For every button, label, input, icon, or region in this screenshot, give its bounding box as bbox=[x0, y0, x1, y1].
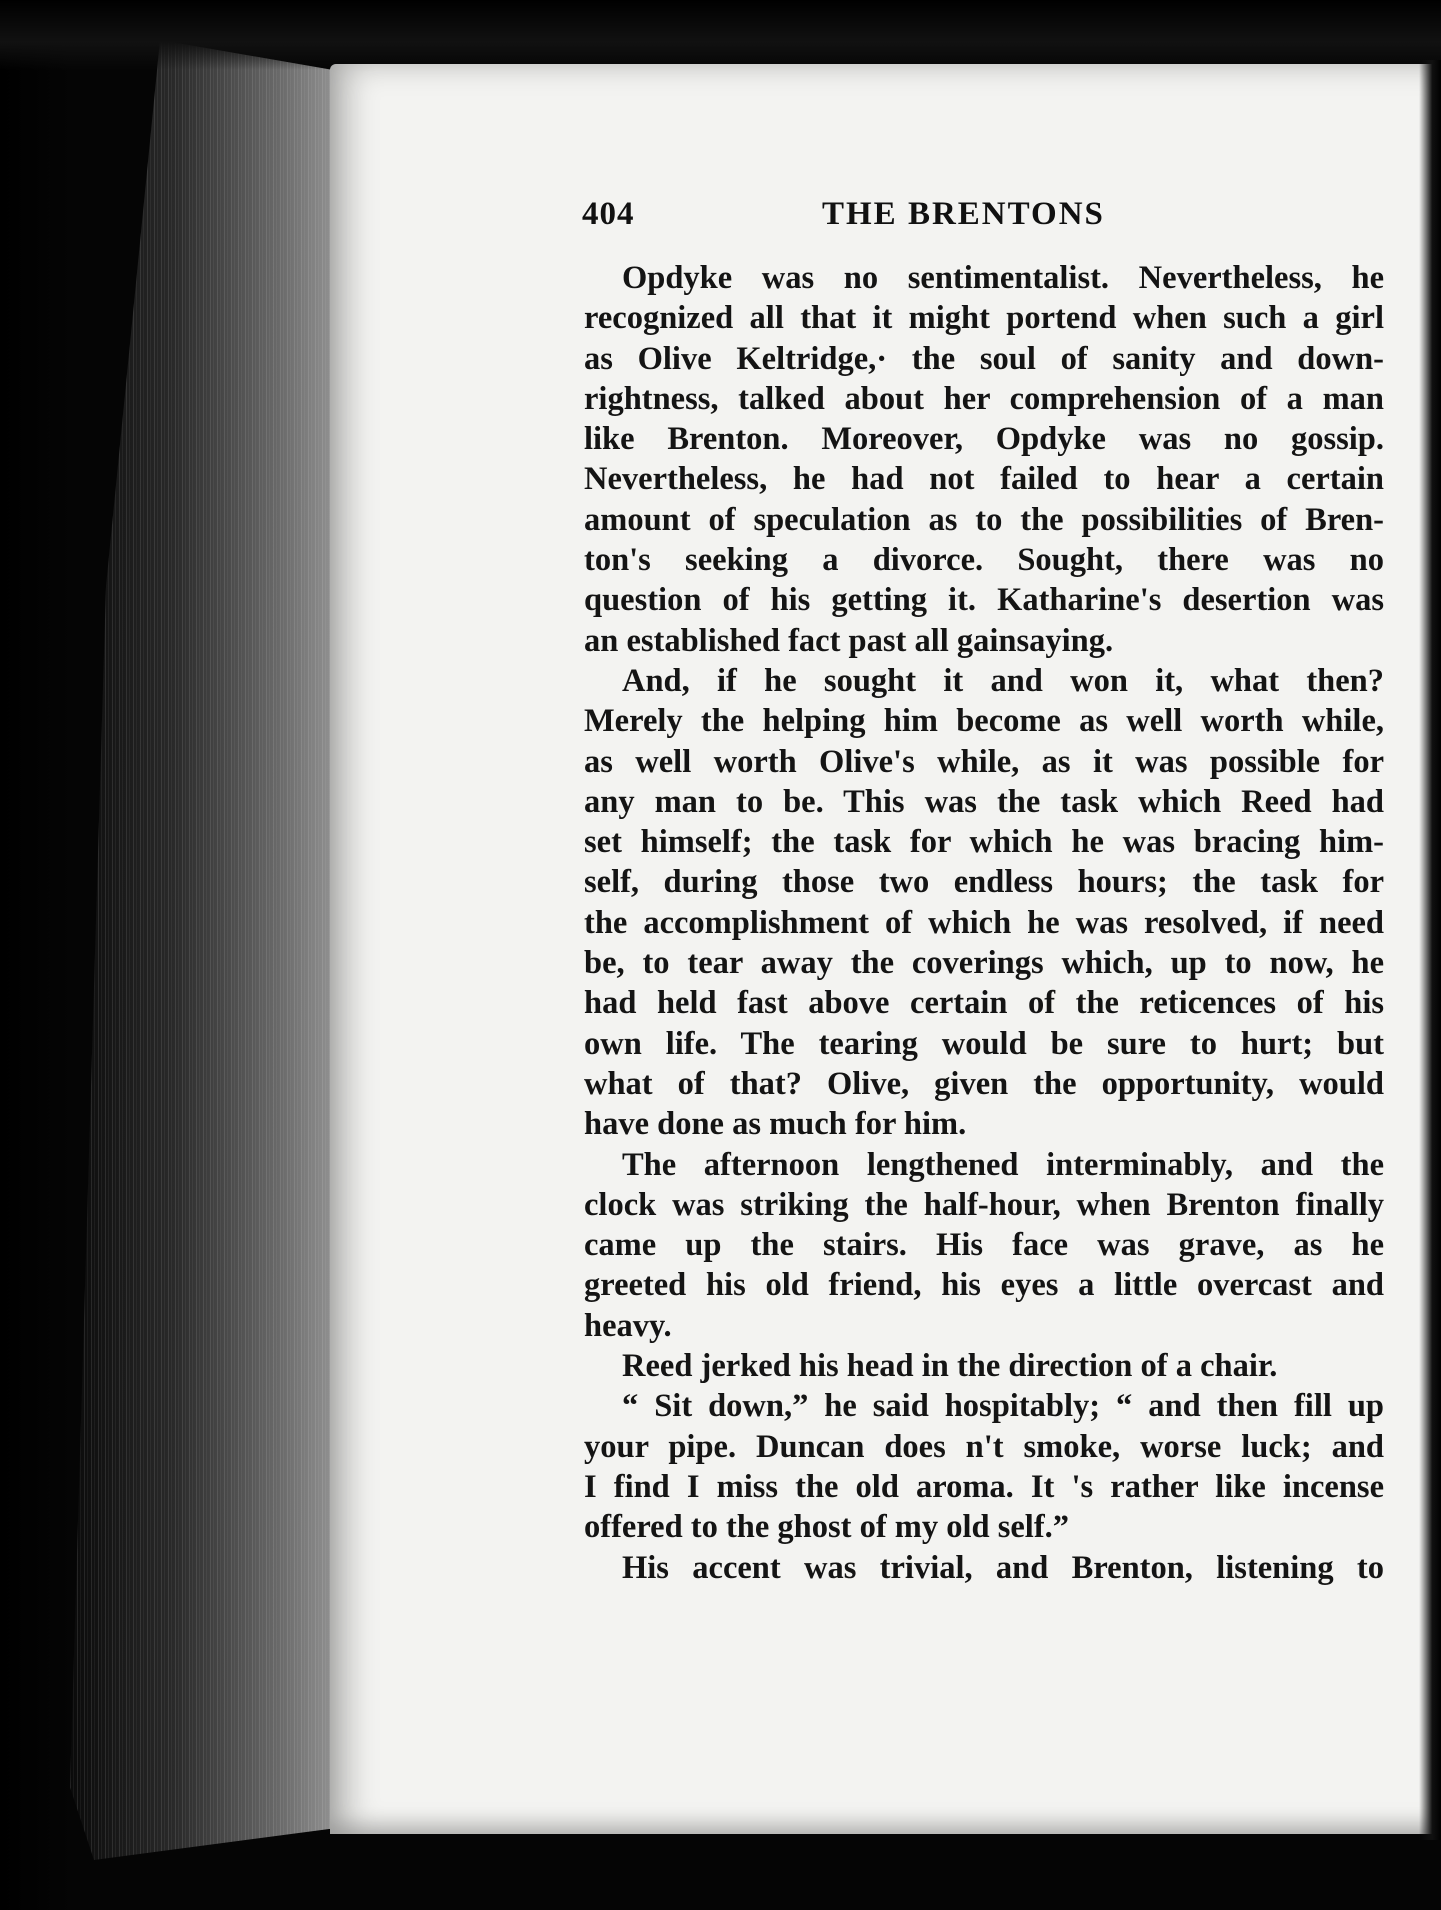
running-head bbox=[582, 196, 1382, 246]
text-line: greeted his old friend, his eyes a little overcast and bbox=[584, 1267, 1384, 1304]
page-right-edge-shadow bbox=[1419, 60, 1441, 1840]
text-line: an established fact past all gainsaying. bbox=[584, 622, 1114, 659]
text-line: any man to be. This was the task which Reed had bbox=[584, 783, 1384, 820]
text-line: And, if he sought it and won it, what then? bbox=[622, 662, 1384, 699]
text-line: like Brenton. Moreover, Opdyke was no gossip. bbox=[584, 421, 1384, 458]
text-line: offered to the ghost of my old self.” bbox=[584, 1509, 1070, 1546]
text-line: as well worth Olive's while, as it was possible for bbox=[584, 743, 1384, 780]
text-line: own life. The tearing would be sure to hurt; but bbox=[584, 1025, 1384, 1062]
text-line: the accomplishment of which he was resolved, if need bbox=[584, 904, 1384, 941]
text-line: ton's seeking a divorce. Sought, there was no bbox=[584, 542, 1384, 579]
top-shadow bbox=[0, 0, 1441, 70]
text-line: The afternoon lengthened interminably, and the bbox=[622, 1146, 1384, 1183]
text-line: as Olive Keltridge,· the soul of sanity and down- bbox=[584, 340, 1384, 377]
text-line: be, to tear away the coverings which, up to now, he bbox=[584, 945, 1384, 982]
text-line: I find I miss the old aroma. It 's rather like incense bbox=[584, 1468, 1384, 1505]
text-line: came up the stairs. His face was grave, as he bbox=[584, 1227, 1384, 1264]
text-line: rightness, talked about her comprehension of a man bbox=[584, 380, 1384, 417]
text-line: Reed jerked his head in the direction of a chair. bbox=[622, 1348, 1278, 1385]
page-number: 404 bbox=[582, 196, 635, 232]
text-line: Nevertheless, he had not failed to hear a certain bbox=[584, 461, 1384, 498]
text-line: Opdyke was no sentimentalist. Nevertheless, he bbox=[622, 260, 1384, 296]
text-line: set himself; the task for which he was bracing him- bbox=[584, 824, 1384, 861]
text-line: question of his getting it. Katharine's desertion was bbox=[584, 582, 1384, 619]
text-line: clock was striking the half-hour, when Brenton finally bbox=[584, 1186, 1384, 1223]
text-line: heavy. bbox=[584, 1307, 672, 1344]
text-line: what of that? Olive, given the opportunity, would bbox=[584, 1065, 1384, 1102]
text-line: self, during those two endless hours; the task for bbox=[584, 864, 1384, 901]
text-line: Merely the helping him become as well worth while, bbox=[584, 703, 1384, 740]
body-text bbox=[584, 258, 1384, 1588]
text-line: have done as much for him. bbox=[584, 1106, 967, 1143]
text-line: had held fast above certain of the reticences of his bbox=[584, 985, 1384, 1022]
text-line: “ Sit down,” he said hospitably; “ and then fill up bbox=[622, 1388, 1384, 1425]
text-line: amount of speculation as to the possibilities of Bren- bbox=[584, 501, 1384, 538]
text-line: recognized all that it might portend when such a girl bbox=[584, 300, 1384, 337]
text-line: His accent was trivial, and Brenton, listening to bbox=[622, 1549, 1384, 1586]
running-title: THE BRENTONS bbox=[822, 196, 1105, 232]
text-line: your pipe. Duncan does n't smoke, worse luck; and bbox=[584, 1428, 1384, 1465]
